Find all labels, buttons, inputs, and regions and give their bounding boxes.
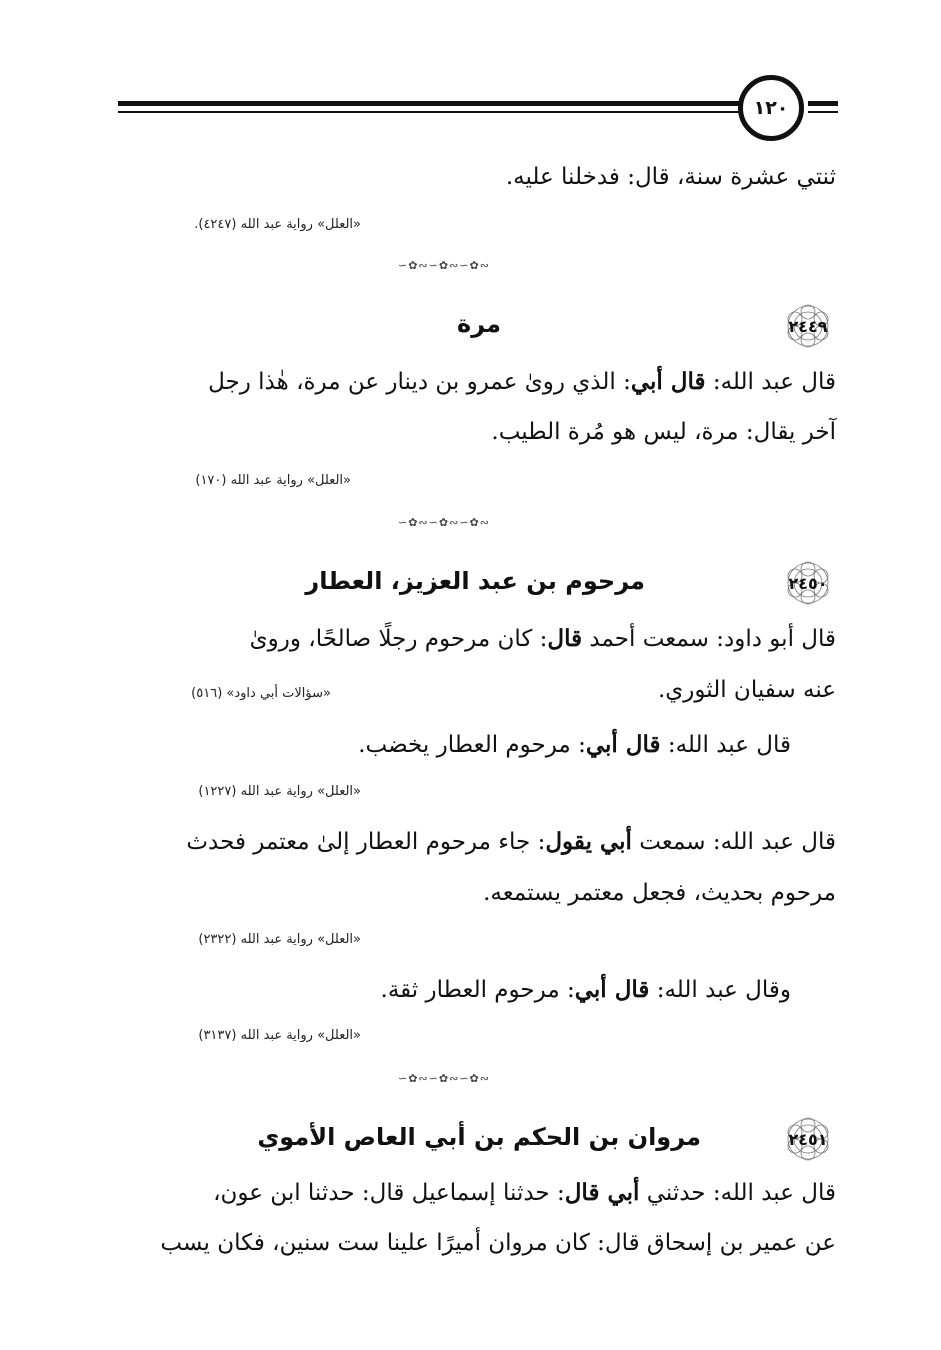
entry-title: مرة (457, 310, 501, 338)
entry-number: ٢٤٤٩ (788, 316, 828, 336)
entry-inline-citation: «سؤالات أبي داود» (٥١٦) (191, 686, 331, 701)
entry-text-line: مرحوم بحديث، فجعل معتمر يستمعه. (483, 880, 836, 906)
entry-text-line: قال عبد الله: قال أبي: الذي روىٰ عمرو بن دينار عن مرة، هٰذا رجل (208, 368, 836, 395)
entry-text-line: قال أبو داود: سمعت أحمد قال: كان مرحوم رجلًا صالحًا، وروىٰ (249, 625, 836, 652)
entry-number: ٢٤٥١ (788, 1129, 828, 1149)
entry-text-line: قال عبد الله: قال أبي: مرحوم العطار يخضب. (358, 731, 791, 758)
entry-title: مرحوم بن عبد العزيز، العطار (305, 567, 645, 595)
entry-citation: «العلل» رواية عبد الله (١٢٢٧) (198, 784, 361, 799)
entry-text-line: وقال عبد الله: قال أبي: مرحوم العطار ثقة. (380, 976, 791, 1003)
entry-citation: «العلل» رواية عبد الله (٣١٣٧) (198, 1028, 361, 1043)
entry-number-badge (778, 304, 838, 348)
page-number: ١٢٠ (753, 97, 789, 119)
page-number-badge (738, 75, 804, 141)
header-rule-right-thick (808, 101, 838, 106)
header-rule-right-thin (808, 111, 838, 113)
intro-line: ثنتي عشرة سنة، قال: فدخلنا عليه. (505, 164, 836, 190)
entry-citation: «العلل» رواية عبد الله (١٧٠) (195, 473, 351, 488)
header-rule-thick (118, 101, 740, 106)
section-divider-ornament: ∽✿∾∽✿∾∽✿∾ (398, 1072, 490, 1085)
entry-number-badge (778, 1117, 838, 1161)
section-divider-ornament: ∽✿∾∽✿∾∽✿∾ (398, 516, 490, 529)
entry-title: مروان بن الحكم بن أبي العاص الأموي (257, 1123, 701, 1151)
entry-text-line: عنه سفيان الثوري. (657, 677, 836, 703)
entry-text-line: قال عبد الله: سمعت أبي يقول: جاء مرحوم العطار إلىٰ معتمر فحدث (186, 828, 836, 855)
header-rule-thin (118, 111, 740, 113)
section-divider-ornament: ∽✿∾∽✿∾∽✿∾ (398, 259, 490, 272)
intro-citation: «العلل» رواية عبد الله (٤٢٤٧). (194, 217, 361, 232)
entry-text-line: عن عمير بن إسحاق قال: كان مروان أميرًا علينا ست سنين، فكان يسب (160, 1230, 836, 1256)
entry-number-badge (778, 561, 838, 605)
entry-text-line: آخر يقال: مرة، ليس هو مُرة الطيب. (491, 419, 836, 445)
entry-text-line: قال عبد الله: حدثني أبي قال: حدثنا إسماعيل قال: حدثنا ابن عون، (213, 1179, 836, 1206)
entry-citation: «العلل» رواية عبد الله (٢٣٢٢) (198, 932, 361, 947)
entry-number: ٢٤٥٠ (788, 573, 828, 593)
